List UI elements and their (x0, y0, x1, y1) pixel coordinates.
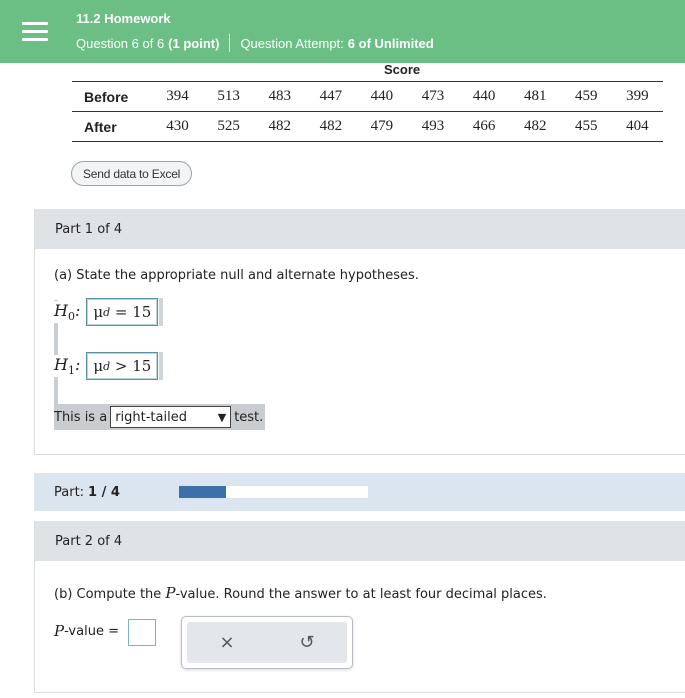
table-cell: 493 (407, 112, 458, 142)
assignment-header (0, 0, 685, 63)
assignment-title: 11.2 Homework (76, 11, 171, 26)
table-cell: 481 (510, 82, 561, 112)
h1-input[interactable]: μ d > 15 (86, 352, 158, 380)
table-cell: 482 (254, 112, 305, 142)
row-label: After (72, 112, 152, 142)
table-cell: 430 (152, 112, 203, 142)
h1-label: $H_1$: (54, 354, 81, 378)
h0-label: $H_0$: (54, 300, 81, 324)
table-cell: 394 (152, 82, 203, 112)
table-cell: 466 (459, 112, 510, 142)
tail-suffix: test. (234, 409, 264, 425)
row-label: Before (72, 82, 152, 112)
tail-type-select[interactable] (110, 406, 231, 428)
table-cell: 482 (305, 112, 356, 142)
table-cell: 459 (561, 82, 612, 112)
part-2-heading: Part 2 of 4 (35, 521, 685, 561)
table-row (72, 82, 663, 112)
attempt-label: Question Attempt: (240, 35, 344, 51)
progress-value: 1 / 4 (88, 484, 120, 500)
question-points: (1 point) (168, 35, 220, 51)
h0-frame (80, 298, 163, 326)
tail-sentence (54, 404, 265, 430)
dropdown-arrow-icon: ▼ (217, 410, 227, 424)
pvalue-label: P -value = (54, 622, 119, 640)
undo-icon[interactable]: ↺ (299, 632, 315, 653)
progress-label: Part: (54, 484, 85, 500)
table-cell: 479 (356, 112, 407, 142)
table-row (72, 112, 663, 142)
table-cell: 473 (407, 82, 458, 112)
table-cell: 513 (203, 82, 254, 112)
table-cell: 483 (254, 82, 305, 112)
part-1-heading: Part 1 of 4 (35, 209, 685, 249)
h0-input[interactable]: μ d = 15 (86, 298, 158, 326)
attempt-value: 6 of Unlimited (347, 35, 434, 51)
progress-bar-fill (179, 486, 226, 498)
part-progress (34, 473, 685, 511)
part-1-question: (a) State the appropriate null and alternate hypotheses. (54, 268, 419, 283)
table-heading: Score (384, 62, 421, 77)
part-2-panel (34, 521, 685, 693)
send-to-excel-button[interactable]: Send data to Excel (71, 161, 192, 186)
table-cell: 447 (305, 82, 356, 112)
h1-frame (80, 352, 163, 380)
table-cell: 404 (612, 112, 663, 142)
table-cell: 482 (510, 112, 561, 142)
tail-selected-value: right-tailed (115, 409, 187, 425)
question-number: Question 6 of 6 (76, 35, 165, 51)
answer-tools (181, 616, 353, 669)
part-2-question: (b) Compute the P-value. Round the answer to at least four decimal places. (54, 584, 547, 602)
hamburger-icon[interactable] (22, 22, 48, 44)
clear-icon[interactable]: × (219, 632, 235, 653)
header-divider (229, 34, 230, 52)
table-cell: 455 (561, 112, 612, 142)
question-info (76, 34, 434, 52)
null-hypothesis (54, 298, 163, 326)
table-cell: 399 (612, 82, 663, 112)
table-cell: 440 (459, 82, 510, 112)
tail-prefix: This is a (54, 409, 108, 425)
progress-bar (179, 486, 368, 498)
table-cell: 440 (356, 82, 407, 112)
pvalue-input[interactable] (128, 619, 156, 646)
table-cell: 525 (203, 112, 254, 142)
tool-buttons (187, 622, 347, 663)
score-table (72, 81, 663, 142)
alternate-hypothesis (54, 352, 163, 380)
